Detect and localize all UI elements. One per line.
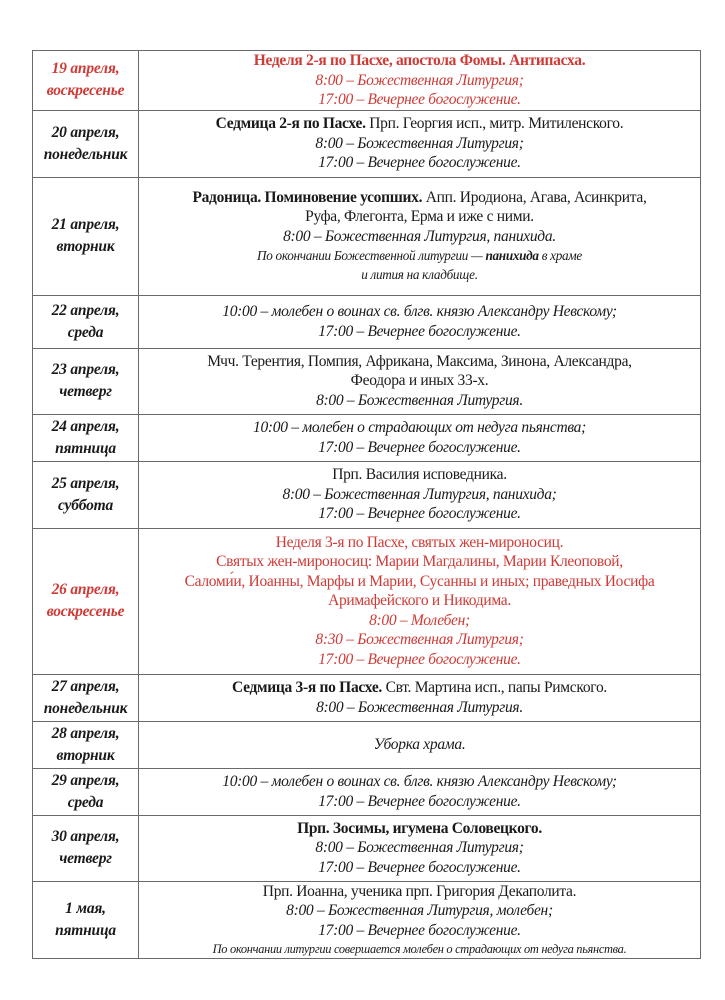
service-details-cell [139,528,701,674]
service-text: 8:00 – Божественная Литургия; [315,71,524,89]
date-cell [33,414,139,461]
service-line [143,391,696,411]
service-text: в храме [538,248,582,264]
service-line [143,134,696,154]
service-text: 8:30 – Божественная Литургия; [315,631,524,649]
date-label: 21 апреля, [51,216,120,233]
service-line [143,678,696,698]
service-line [143,901,696,921]
service-text: По окончании Божественной литургии — [257,248,486,264]
service-line [143,533,696,553]
service-line [143,838,696,858]
date-label: 24 апреля, [51,417,120,435]
service-line [143,71,696,91]
weekday-label: четверг [59,850,112,867]
service-text: Свт. Мартина исп., папы Римского. [382,679,607,696]
service-line [143,153,696,173]
service-text: Аримафейского и Никодима. [328,592,511,610]
weekday-label: понедельник [43,699,128,717]
service-details-cell [139,461,701,528]
service-text: 17:00 – Вечернее богослужение. [318,505,521,523]
service-line [143,371,696,391]
service-line [143,591,696,611]
service-text: По окончании литургии совершается молебен о страдающих от недуга пьянства. [212,942,627,956]
service-text: 10:00 – молебен о воинах св. блгв. князю Александру Невскому; [222,773,617,790]
service-text: 17:00 – Вечернее богослужение. [318,154,521,172]
date-label: 22 апреля, [51,301,120,319]
date-label: 26 апреля, [51,581,120,598]
weekday-label: вторник [56,238,115,255]
schedule-row [33,461,701,528]
date-cell [33,768,139,815]
service-text: 17:00 – Вечернее богослужение. [318,650,521,668]
schedule-body [33,51,701,959]
schedule-row [33,721,701,768]
date-cell [33,881,139,959]
service-line [143,650,696,670]
service-details-cell [139,881,701,959]
service-text: Радоница. Поминовение усопших. [192,188,423,206]
service-line [143,114,696,134]
weekday-label: понедельник [43,145,128,163]
date-cell [33,721,139,768]
service-line [143,882,696,902]
service-line [143,611,696,631]
service-details-cell [139,348,701,414]
service-details-cell [139,674,701,721]
schedule-row [33,528,701,674]
service-line [143,322,696,342]
weekday-label: пятница [55,439,116,457]
service-line [143,485,696,505]
date-cell [33,177,139,295]
service-line [143,630,696,650]
service-text: Феодора и иных 33-х. [350,372,489,390]
service-text: 8:00 – Божественная Литургия, панихида; [282,485,557,503]
service-line [143,352,696,372]
service-line [143,51,696,71]
weekday-label: пятница [55,921,116,939]
service-text: 17:00 – Вечернее богослужение. [318,91,521,108]
service-text: Апп. Иродиона, Агава, Асинкрита, [422,188,647,206]
service-text: Саломи́и, Иоанны, Марфы и Марии, Сусанны и иных; праведных Иосифа [184,572,655,590]
service-text: 8:00 – Божественная Литургия, молебен; [286,902,553,919]
service-text: и лития на кладбище. [361,267,478,283]
service-line [143,207,696,227]
service-text: 8:00 – Божественная Литургия, панихида. [283,227,556,245]
service-line [143,438,696,458]
service-text: 17:00 – Вечернее богослужение. [318,921,521,939]
date-label: 27 апреля, [51,677,120,695]
weekday-label: суббота [57,496,114,514]
schedule-row [33,815,701,881]
service-line [143,772,696,792]
date-label: 25 апреля, [51,474,120,492]
schedule-row [33,414,701,461]
service-text: Мчч. Терентия, Помпия, Африкана, Максима, Зинона, Александра, [207,352,632,370]
service-line [143,302,696,322]
date-cell [33,461,139,528]
service-line [143,246,696,265]
service-line [143,188,696,208]
service-text: Уборка храма. [373,735,466,753]
service-line [143,792,696,812]
service-line [143,921,696,941]
service-text: 17:00 – Вечернее богослужение. [318,858,521,876]
date-label: 28 апреля, [51,724,120,742]
service-text: Прп. Иоанна, ученика прп. Григория Декаполита. [262,882,577,900]
service-text: 8:00 – Божественная Литургия; [315,134,524,152]
service-text: Седмица 3-я по Пасхе. [232,679,382,696]
service-details-cell [139,295,701,348]
weekday-label: четверг [59,383,112,400]
date-cell [33,674,139,721]
schedule-row [33,177,701,295]
service-line [143,698,696,718]
date-cell [33,295,139,348]
service-line [143,572,696,592]
service-text: 8:00 – Молебен; [369,611,470,629]
service-line [143,940,696,958]
service-text: Неделя 3-я по Пасхе, святых жен-мироносиц. [275,533,564,551]
date-label: 19 апреля, [51,60,120,78]
service-details-cell [139,414,701,461]
service-text: 8:00 – Божественная Литургия. [316,698,523,716]
date-label: 30 апреля, [51,828,120,845]
service-details-cell [139,51,701,111]
service-details-cell [139,721,701,768]
service-line [143,465,696,485]
service-text: 10:00 – молебен о страдающих от недуга пьянства; [253,419,586,436]
schedule-row [33,51,701,111]
date-label: 1 мая, [65,899,106,917]
service-line [143,227,696,247]
schedule-row [33,295,701,348]
service-line [143,504,696,524]
service-line [143,552,696,572]
service-text: 10:00 – молебен о воинах св. блгв. князю Александру Невскому; [222,303,617,320]
date-label: 20 апреля, [51,123,120,141]
date-cell [33,348,139,414]
date-label: 23 апреля, [51,361,120,378]
schedule-row [33,348,701,414]
schedule-table [32,50,701,959]
service-line [143,819,696,839]
service-line [143,265,696,284]
date-cell [33,815,139,881]
weekday-label: вторник [56,746,115,764]
service-text: Святых жен-мироносиц: Марии Магдалины, Марии Клеоповой, [216,553,623,571]
service-text: 17:00 – Вечернее богослужение. [318,438,521,456]
service-text: 17:00 – Вечернее богослужение. [318,792,521,810]
schedule-row [33,881,701,959]
service-text: Прп. Зосимы, игумена Соловецкого. [297,819,542,837]
service-text: Руфа, Флегонта, Ерма и иже с ними. [305,208,534,226]
schedule-row [33,110,701,177]
service-text: Седмица 2-я по Пасхе. [215,115,366,133]
service-line [143,418,696,438]
weekday-label: среда [67,793,104,811]
service-details-cell [139,815,701,881]
service-line [143,90,696,110]
schedule-row [33,768,701,815]
date-cell [33,51,139,111]
date-cell [33,110,139,177]
service-text: Прп. Георгия исп., митр. Митиленского. [365,115,624,133]
service-text: 8:00 – Божественная Литургия; [315,839,524,857]
weekday-label: среда [67,323,104,341]
weekday-label: воскресенье [46,603,125,620]
service-text: панихида [485,248,539,264]
service-text: 8:00 – Божественная Литургия. [316,391,523,409]
service-text: Прп. Василия исповедника. [332,466,507,484]
date-label: 29 апреля, [51,771,120,789]
service-line [143,735,696,755]
service-text: Неделя 2-я по Пасхе, апостола Фомы. Антипасха. [253,52,586,69]
service-line [143,858,696,878]
service-text: 17:00 – Вечернее богослужение. [318,322,521,340]
service-details-cell [139,768,701,815]
date-cell [33,528,139,674]
service-details-cell [139,177,701,295]
weekday-label: воскресенье [46,82,125,100]
service-details-cell [139,110,701,177]
schedule-row [33,674,701,721]
